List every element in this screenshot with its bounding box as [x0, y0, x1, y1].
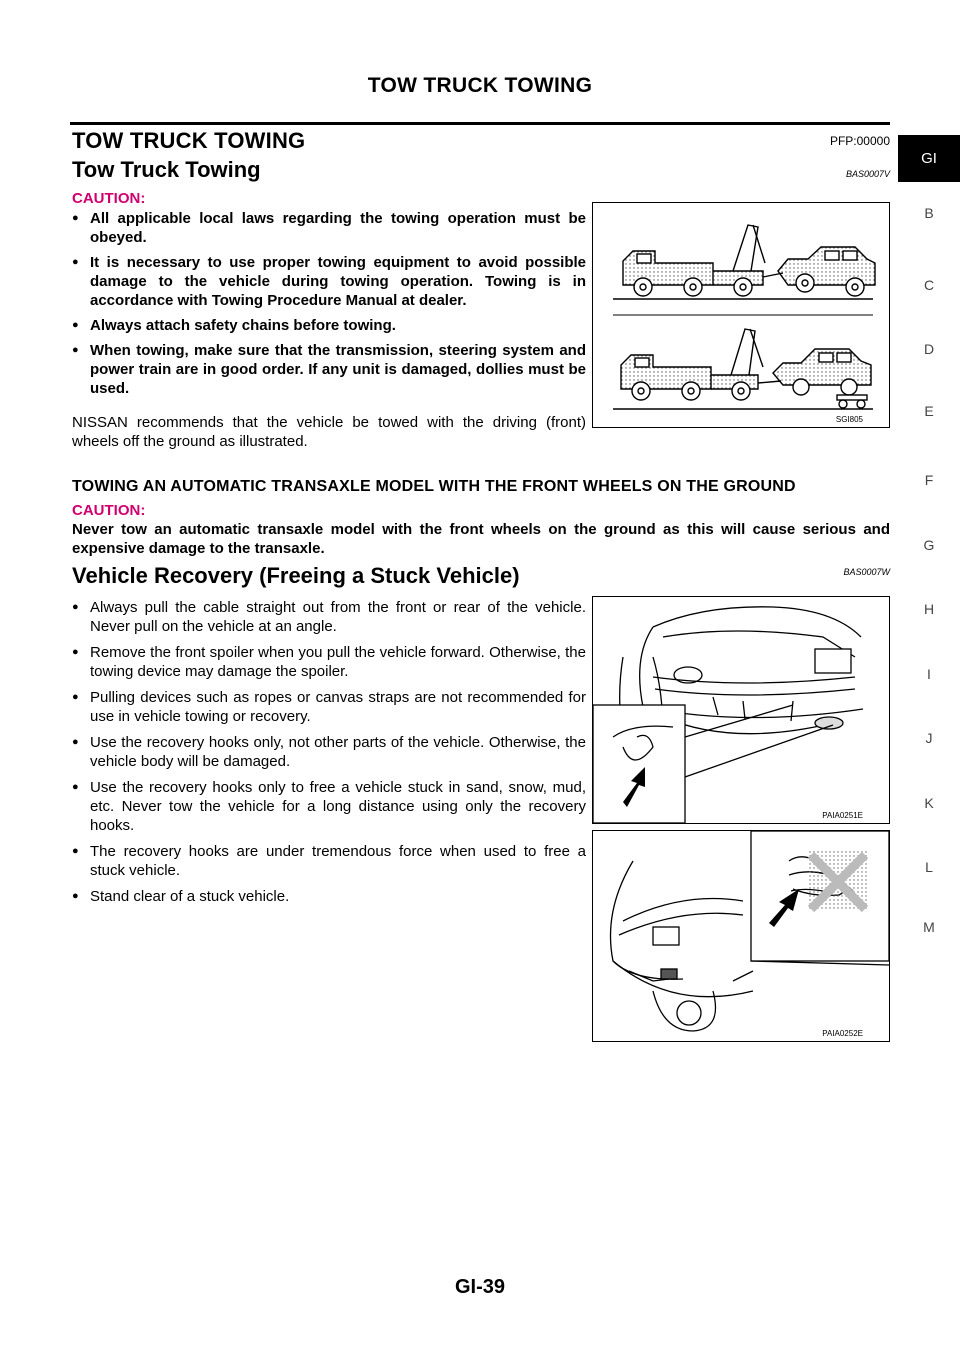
- page-number: GI-39: [454, 1276, 506, 1298]
- list-item: ● Always pull the cable straight out from the front or rear of the vehicle. Never pull on the vehicle at an angle.: [72, 598, 586, 636]
- list-item: ● It is necessary to use proper towing equipment to avoid possible damage to the vehicle during towing operation. Towing is in accordance with Towing Procedure Manual at dealer.: [72, 253, 586, 310]
- section-index-j[interactable]: J: [925, 730, 933, 746]
- recovery-hook-rear-illustration: [593, 831, 889, 1041]
- figure-label: PAIA0251E: [822, 811, 863, 820]
- section-index-h[interactable]: H: [923, 601, 935, 617]
- section-index-e[interactable]: E: [924, 403, 934, 419]
- list-item: ● When towing, make sure that the transmission, steering system and power train are in good order. If any unit is damaged, dollies must be used.: [72, 341, 586, 398]
- tow-truck-illustration: [593, 203, 889, 427]
- header-rule: [70, 122, 890, 125]
- list-item: ● Use the recovery hooks only, not other parts of the vehicle. Otherwise, the vehicle body will be damaged.: [72, 733, 586, 771]
- section-index-l[interactable]: L: [925, 859, 933, 875]
- list-item: ● Stand clear of a stuck vehicle.: [72, 887, 586, 906]
- section-index-g[interactable]: G: [923, 537, 935, 553]
- recovery-hook-rear-figure: [592, 830, 890, 1042]
- auto-transaxle-caution-text: Never tow an automatic transaxle model with the front wheels on the ground as this will cause serious and expensive damage to the transaxle.: [72, 521, 890, 557]
- section-tab-gi[interactable]: GI: [898, 135, 960, 182]
- section-index-k[interactable]: K: [924, 795, 934, 811]
- recovery-hook-front-illustration: [593, 597, 889, 823]
- tow-truck-caution-list: [72, 209, 586, 404]
- vehicle-recovery-tag: BAS0007W: [843, 567, 890, 577]
- list-item: ● Always attach safety chains before towing.: [72, 316, 586, 335]
- list-item: ● The recovery hooks are under tremendous force when used to free a stuck vehicle.: [72, 842, 586, 880]
- vehicle-recovery-heading: Vehicle Recovery (Freeing a Stuck Vehicle): [72, 563, 520, 588]
- tow-truck-tag: BAS0007V: [845, 169, 890, 179]
- running-header-title: TOW TRUCK TOWING: [367, 74, 593, 97]
- section-index-b[interactable]: B: [924, 205, 934, 221]
- figure-label: SGI805: [835, 415, 863, 424]
- section-index-m[interactable]: M: [923, 919, 935, 935]
- list-item: ● Pulling devices such as ropes or canvas straps are not recommended for use in vehicle towing or recovery.: [72, 688, 586, 726]
- pfp-code: PFP:00000: [829, 134, 890, 148]
- section-title: TOW TRUCK TOWING: [72, 128, 306, 153]
- recovery-hook-front-figure: [592, 596, 890, 824]
- section-index-f[interactable]: F: [924, 472, 934, 488]
- tow-truck-caution-label: CAUTION:: [72, 190, 146, 207]
- section-index-c[interactable]: C: [923, 277, 935, 293]
- section-index-d[interactable]: D: [923, 341, 935, 357]
- section-index-i[interactable]: I: [927, 666, 931, 682]
- list-item: ● All applicable local laws regarding the towing operation must be obeyed.: [72, 209, 586, 247]
- list-item: ● Use the recovery hooks only to free a vehicle stuck in sand, snow, mud, etc. Never tow the vehicle for a long distance using only the recovery hooks.: [72, 778, 586, 835]
- vehicle-recovery-list: [72, 598, 586, 913]
- tow-truck-heading: Tow Truck Towing: [72, 157, 261, 182]
- list-item: ● Remove the front spoiler when you pull the vehicle forward. Otherwise, the towing device may damage the spoiler.: [72, 643, 586, 681]
- auto-transaxle-caution-label: CAUTION:: [72, 502, 146, 519]
- tow-truck-recommendation: NISSAN recommends that the vehicle be towed with the driving (front) wheels off the ground as illustrated.: [72, 414, 586, 450]
- figure-label: PAIA0252E: [822, 1029, 863, 1038]
- auto-transaxle-heading: TOWING AN AUTOMATIC TRANSAXLE MODEL WITH THE FRONT WHEELS ON THE GROUND: [72, 478, 796, 495]
- tow-truck-figure: [592, 202, 890, 428]
